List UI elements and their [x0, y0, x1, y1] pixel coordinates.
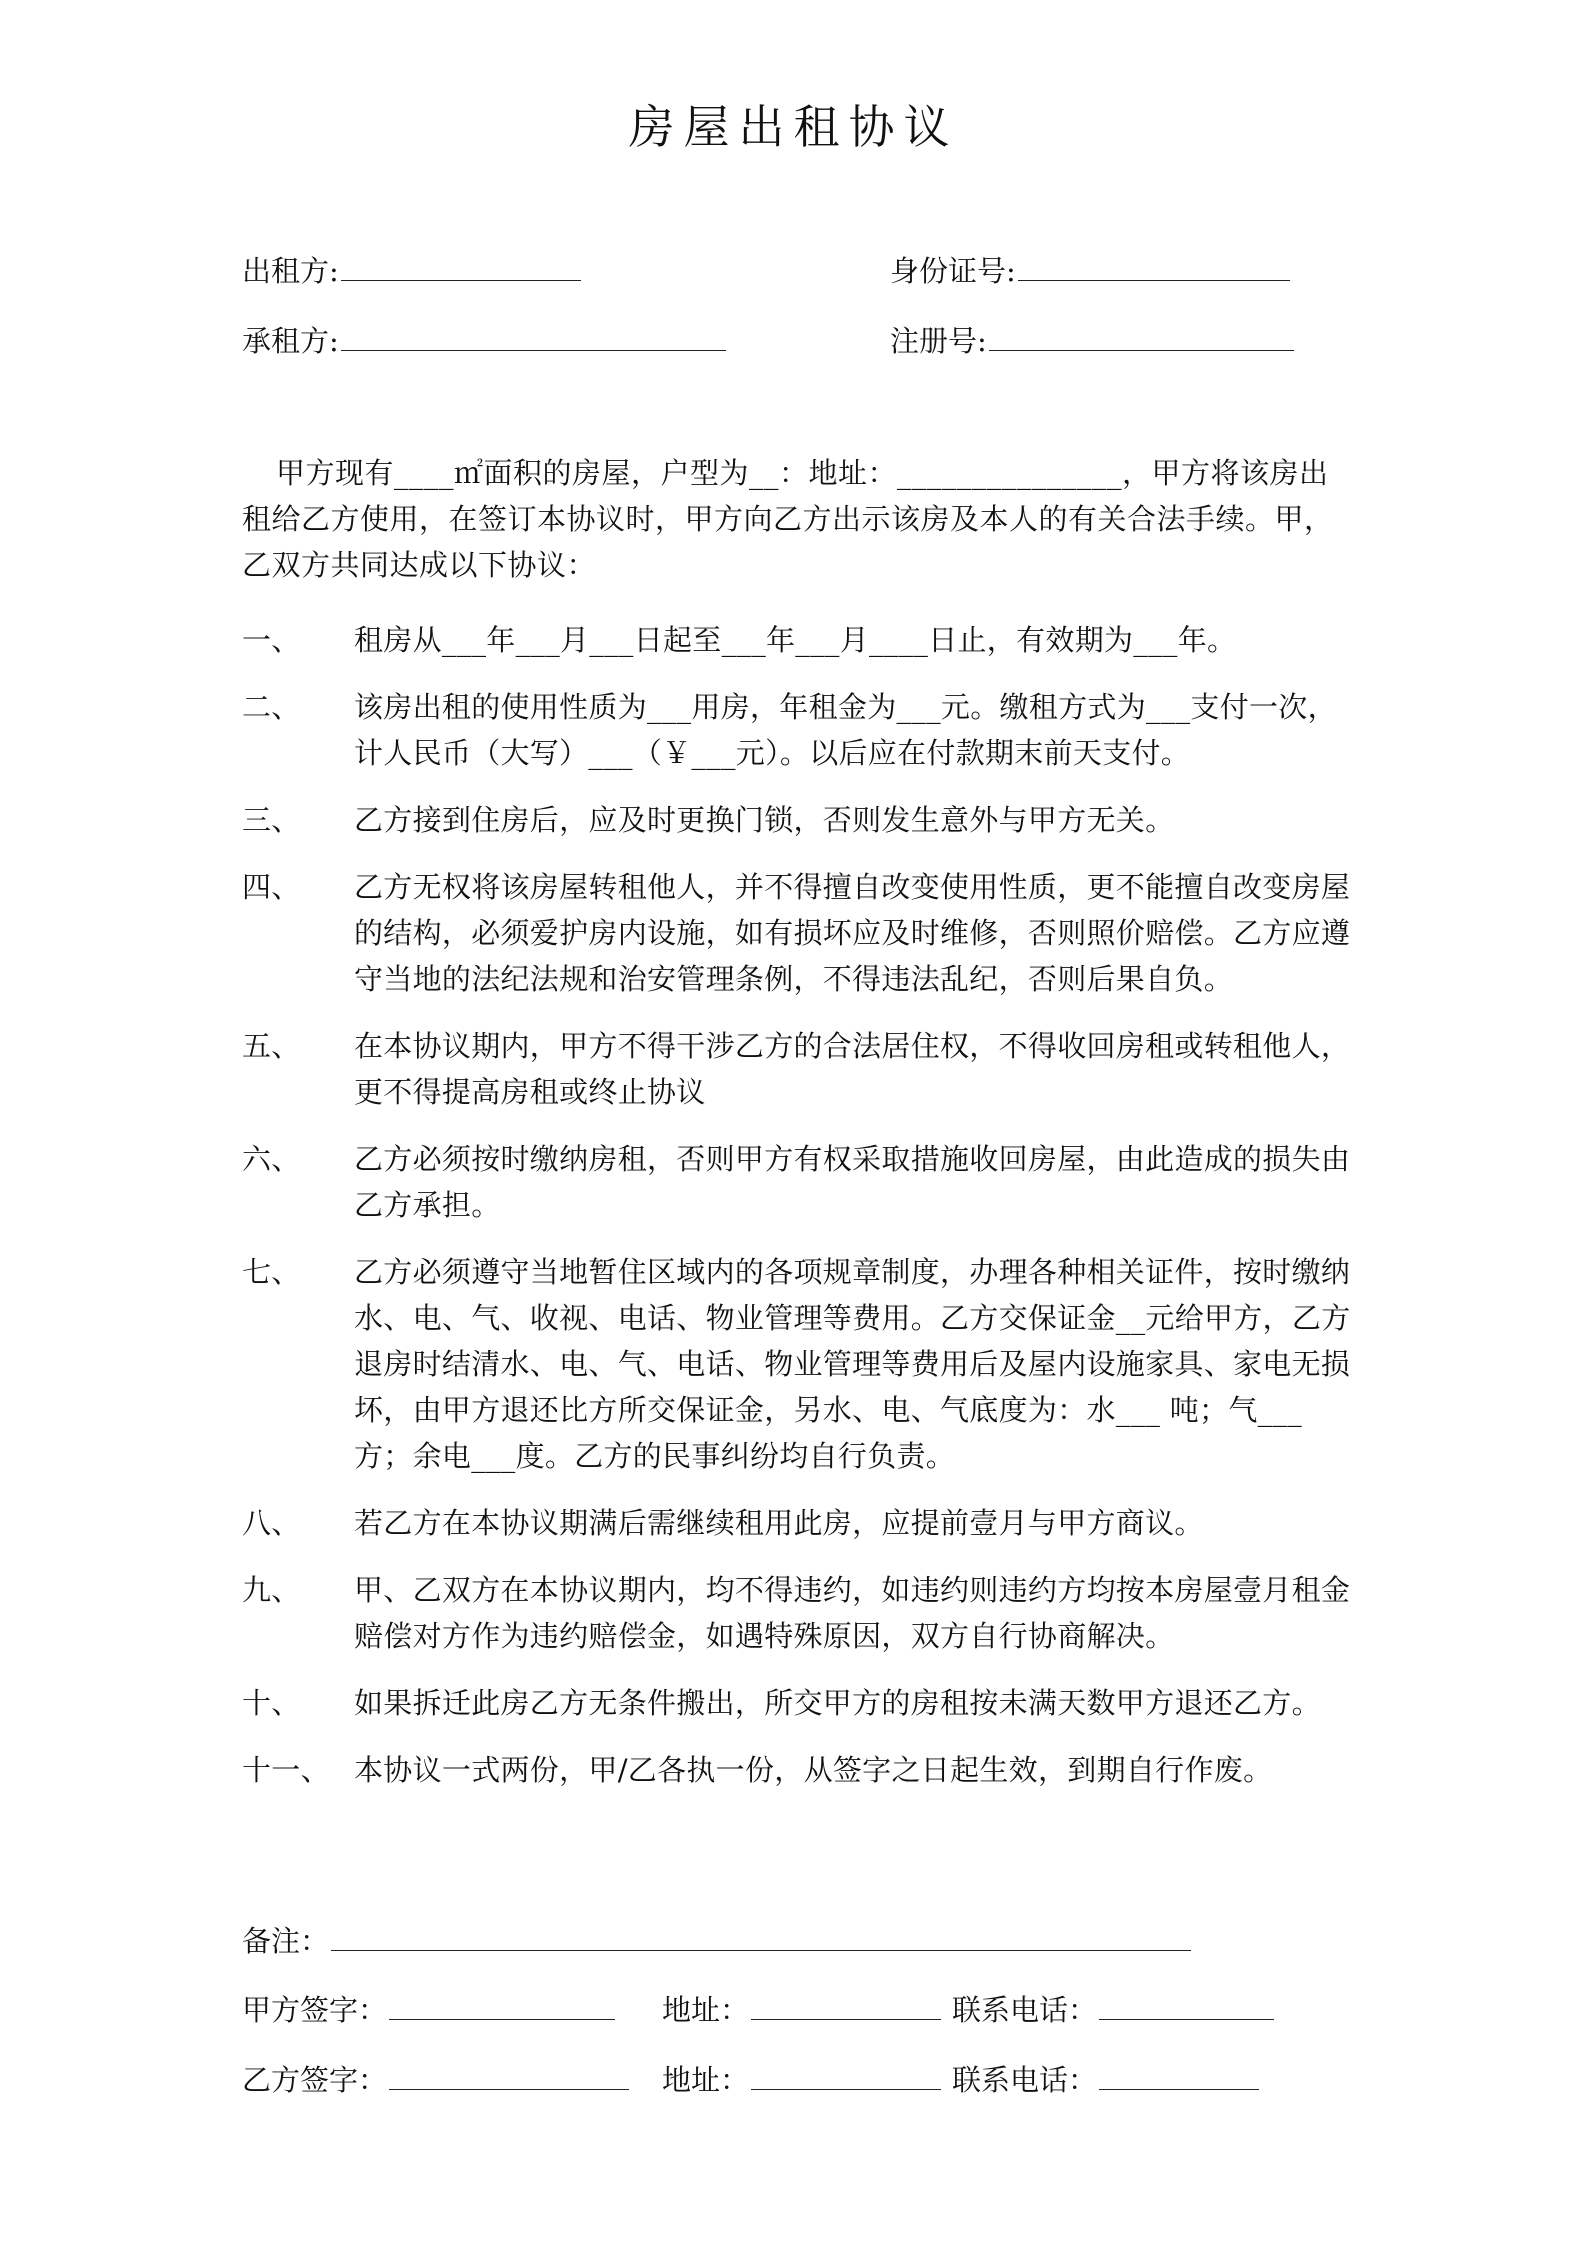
party-a-address-field — [662, 1985, 941, 2035]
id-number-blank[interactable] — [1018, 246, 1290, 281]
party-a-sign-field — [242, 1985, 615, 2035]
clause-item — [242, 1500, 1352, 1546]
lessee-blank[interactable] — [341, 316, 726, 351]
clause-text: 乙方必须按时缴纳房租，否则甲方有权采取措施收回房屋，由此造成的损失由乙方承担。 — [354, 1142, 1351, 1222]
party-b-sign-label: 乙方签字： — [242, 2063, 388, 2097]
party-b-phone-field — [952, 2055, 1259, 2105]
clause-text: 乙方接到住房后，应及时更换门锁，否则发生意外与甲方无关。 — [354, 803, 1175, 837]
clause-list — [242, 617, 1352, 1814]
clause-number: 七、 — [242, 1255, 301, 1289]
clause-number: 三、 — [242, 803, 301, 837]
clause-item — [242, 684, 1352, 776]
party-info-fields — [242, 246, 1342, 386]
clause-number: 十、 — [242, 1686, 301, 1720]
lessee-field — [242, 316, 726, 366]
lessor-field — [242, 246, 581, 296]
clause-text: 乙方必须遵守当地暂住区域内的各项规章制度，办理各种相关证件，按时缴纳水、电、气、收视、电话、物业管理等费用。乙方交保证金__元给甲方，乙方退房时结清水、电、气、电话、物业管理等费用后及屋内设施家具、家电无损坏，由甲方退还比方所交保证金，另水、电、气底度为：水___ 吨；气___方；余电___度。乙方的民事纠纷均自行负责。 — [354, 1255, 1351, 1473]
clause-text: 该房出租的使用性质为___用房，年租金为___元。缴租方式为___支付一次，计人民币（大写）___（￥___元）。以后应在付款期末前天支付。 — [354, 690, 1337, 770]
clause-text: 若乙方在本协议期满后需继续租用此房，应提前壹月与甲方商议。 — [354, 1506, 1204, 1540]
lessor-blank[interactable] — [341, 246, 581, 281]
lessee-label: 承租方: — [242, 324, 339, 358]
clause-item — [242, 617, 1352, 663]
clause-text: 如果拆迁此房乙方无条件搬出，所交甲方的房租按未满天数甲方退还乙方。 — [354, 1686, 1321, 1720]
clause-item — [242, 797, 1352, 843]
clause-item — [242, 1023, 1352, 1115]
id-number-field — [890, 246, 1290, 296]
clause-number: 一、 — [242, 623, 301, 657]
lessor-row — [242, 246, 1342, 316]
clause-number: 四、 — [242, 870, 301, 904]
remark-field — [242, 1916, 1191, 1966]
clause-text: 甲、乙双方在本协议期内，均不得违约，如违约则违约方均按本房屋壹月租金赔偿对方作为违约赔偿金，如遇特殊原因，双方自行协商解决。 — [354, 1573, 1351, 1653]
party-a-phone-field — [952, 1985, 1274, 2035]
clause-number: 八、 — [242, 1506, 301, 1540]
clause-number: 九、 — [242, 1573, 301, 1607]
registration-blank[interactable] — [989, 316, 1294, 351]
clause-number: 十一、 — [242, 1753, 330, 1787]
party-b-address-label: 地址： — [662, 2063, 750, 2097]
lessee-row — [242, 316, 1342, 386]
clause-number: 五、 — [242, 1029, 301, 1063]
party-a-sign-blank[interactable] — [389, 1985, 615, 2020]
clause-item — [242, 1680, 1352, 1726]
clause-text: 本协议一式两份，甲/乙各执一份，从签字之日起生效，到期自行作废。 — [354, 1753, 1273, 1787]
clause-item — [242, 864, 1352, 1002]
party-a-signature-row — [242, 1985, 1352, 2055]
clause-text: 在本协议期内，甲方不得干涉乙方的合法居住权，不得收回房租或转租他人，更不得提高房租或终止协议 — [354, 1029, 1351, 1109]
lessor-label: 出租方: — [242, 254, 339, 288]
clause-number: 六、 — [242, 1142, 301, 1176]
clause-item — [242, 1136, 1352, 1228]
clause-item — [242, 1567, 1352, 1659]
party-a-address-blank[interactable] — [751, 1985, 941, 2020]
clause-item — [242, 1747, 1352, 1793]
signature-block — [242, 1985, 1352, 2125]
party-b-sign-field — [242, 2055, 629, 2105]
document-title: 房屋出租协议 — [628, 100, 959, 154]
intro-paragraph: 甲方现有____㎡面积的房屋，户型为__：地址：_______________，甲方将该房出租给乙方使用，在签订本协议时，甲方向乙方出示该房及本人的有关合法手续。甲，乙双方共同达成以下协议： — [242, 456, 1334, 582]
party-a-phone-label: 联系电话： — [952, 1993, 1098, 2027]
clause-text: 租房从___年___月___日起至___年___月____日止，有效期为___年。 — [354, 623, 1237, 657]
remark-label: 备注： — [242, 1924, 330, 1958]
clause-number: 二、 — [242, 690, 301, 724]
party-b-address-blank[interactable] — [751, 2055, 941, 2090]
clause-item — [242, 1249, 1352, 1479]
party-b-signature-row — [242, 2055, 1352, 2125]
party-a-address-label: 地址： — [662, 1993, 750, 2027]
party-a-sign-label: 甲方签字： — [242, 1993, 388, 2027]
party-b-phone-blank[interactable] — [1099, 2055, 1259, 2090]
clause-text: 乙方无权将该房屋转租他人，并不得擅自改变使用性质，更不能擅自改变房屋的结构，必须爱护房内设施，如有损坏应及时维修，否则照价赔偿。乙方应遵守当地的法纪法规和治安管理条例，不得违法乱纪，否则后果自负。 — [354, 870, 1351, 996]
party-a-phone-blank[interactable] — [1099, 1985, 1274, 2020]
registration-label: 注册号: — [890, 324, 987, 358]
party-b-sign-blank[interactable] — [389, 2055, 629, 2090]
party-b-address-field — [662, 2055, 941, 2105]
registration-field — [890, 316, 1294, 366]
id-number-label: 身份证号: — [890, 254, 1016, 288]
remark-blank[interactable] — [331, 1916, 1191, 1951]
party-b-phone-label: 联系电话： — [952, 2063, 1098, 2097]
